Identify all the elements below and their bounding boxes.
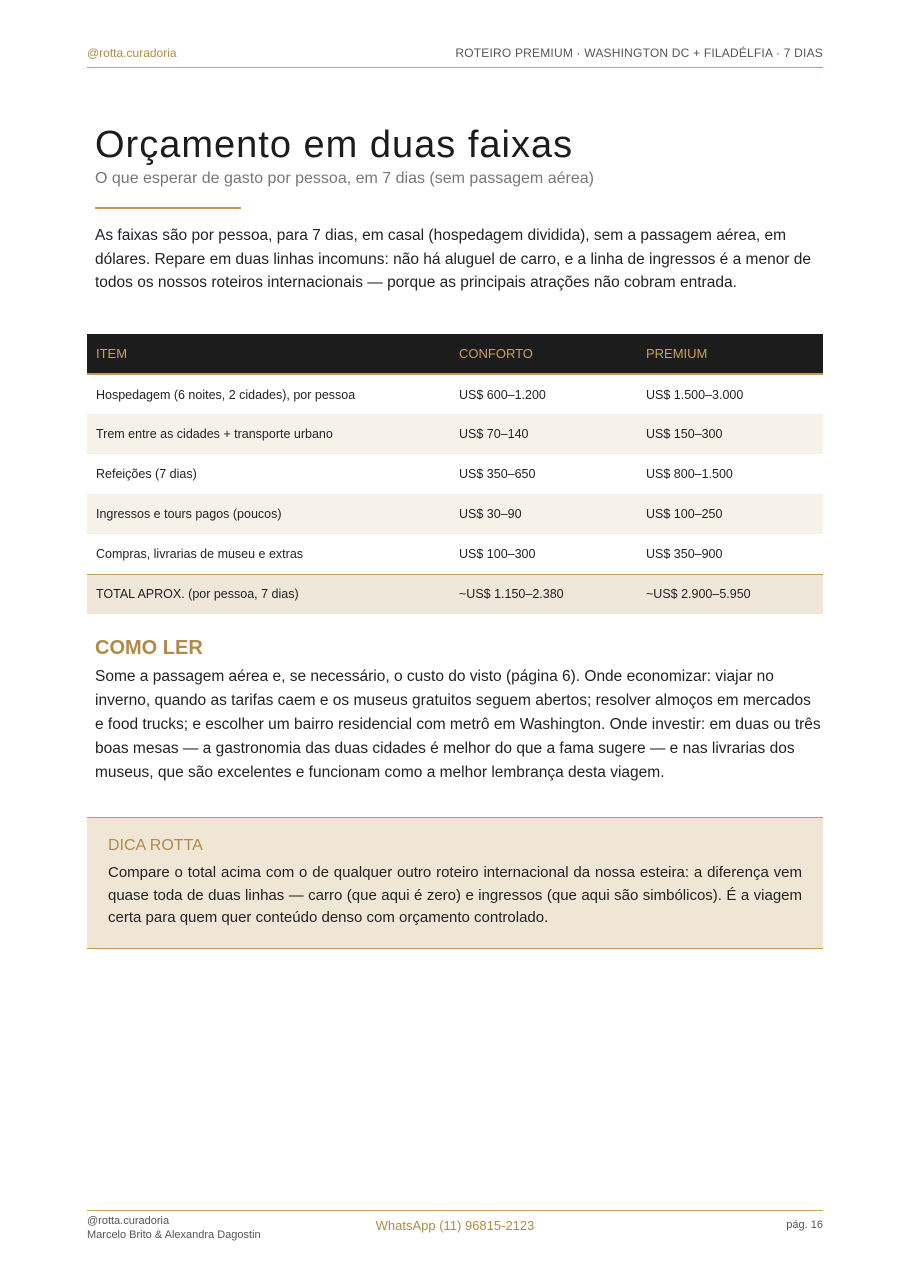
how-to-read-title: COMO LER	[95, 637, 203, 659]
tip-box	[87, 817, 823, 949]
tip-body: Compare o total acima com o de qualquer outro roteiro internacional da nossa esteira: a diferença vem quase toda de duas linhas — carro (que aqui é zero) e ingressos (que aqui são simbólicos). É a viagem certa para quem quer conteúdo denso com orçamento controlado.	[108, 864, 802, 926]
table-row	[87, 414, 823, 454]
intro-paragraph: As faixas são por pessoa, para 7 dias, em casal (hospedagem dividida), sem a passagem aérea, em dólares. Repare em duas linhas incomuns: não há aluguel de carro, e a linha de ingressos é a menor de todos os nossos roteiros internacionais — porque as principais atrações não cobram entrada.	[95, 227, 812, 291]
budget-table	[87, 334, 823, 614]
column-header-item: ITEM	[87, 334, 450, 374]
table-row	[87, 454, 823, 494]
cell-premium: US$ 150–300	[637, 414, 823, 454]
page-footer	[87, 1210, 823, 1242]
cell-item: Trem entre as cidades + transporte urbano	[87, 414, 450, 454]
title-underline	[95, 207, 241, 209]
column-header-premium: PREMIUM	[637, 334, 823, 374]
cell-premium: US$ 100–250	[637, 494, 823, 534]
cell-item: TOTAL APROX. (por pessoa, 7 dias)	[87, 574, 450, 614]
cell-premium: US$ 1.500–3.000	[646, 387, 744, 402]
footer-brand: @rotta.curadoria	[87, 1215, 170, 1227]
cell-premium: US$ 800–1.500	[646, 467, 733, 481]
cell-item: Compras, livrarias de museu e extras	[96, 546, 304, 561]
column-header-conforto: CONFORTO	[450, 334, 637, 374]
footer-whatsapp-contact: WhatsApp (11) 96815-2123	[375, 1218, 535, 1233]
cell-item: Refeições (7 dias)	[96, 467, 197, 481]
footer-authors: Marcelo Brito & Alexandra Dagostin	[87, 1229, 261, 1241]
cell-conforto: US$ 600–1.200	[459, 387, 546, 402]
table-row	[87, 534, 823, 574]
cell-premium: US$ 350–900	[646, 546, 723, 561]
header-brand: @rotta.curadoria	[87, 46, 177, 60]
cell-item: Ingressos e tours pagos (poucos)	[87, 494, 450, 534]
cell-conforto: ~US$ 1.150–2.380	[450, 574, 637, 614]
page-header	[87, 46, 823, 68]
table-total-row	[87, 574, 823, 614]
tip-title: DICA ROTTA	[108, 837, 203, 854]
page-subtitle: O que esperar de gasto por pessoa, em 7 dias (sem passagem aérea)	[95, 170, 594, 187]
page-title: Orçamento em duas faixas	[95, 124, 574, 166]
table-header-row	[87, 334, 823, 374]
table-row	[87, 494, 823, 534]
cell-conforto: US$ 350–650	[459, 467, 536, 481]
table-row	[87, 374, 823, 414]
cell-conforto: US$ 30–90	[450, 494, 637, 534]
header-document-title: ROTEIRO PREMIUM · WASHINGTON DC + FILADÉLFIA · 7 DIAS	[455, 46, 823, 60]
footer-page-number: pág. 16	[786, 1219, 823, 1231]
cell-premium: ~US$ 2.900–5.950	[637, 574, 823, 614]
cell-conforto: US$ 100–300	[459, 546, 536, 561]
cell-item: Hospedagem (6 noites, 2 cidades), por pessoa	[96, 387, 356, 402]
cell-conforto: US$ 70–140	[450, 414, 637, 454]
how-to-read-body: Some a passagem aérea e, se necessário, o custo do visto (página 6). Onde economizar: viajar no inverno, quando as tarifas caem e os museus gratuitos seguem abertos; resolver almoços em mercados e food trucks; e escolher um bairro residencial com metrô em Washington. Onde investir: em duas ou três boas mesas — a gastronomia das duas cidades é melhor do que a fama sugere — e nas livrarias dos museus, que são excelentes e funcionam como a melhor lembrança desta viagem.	[95, 668, 821, 781]
